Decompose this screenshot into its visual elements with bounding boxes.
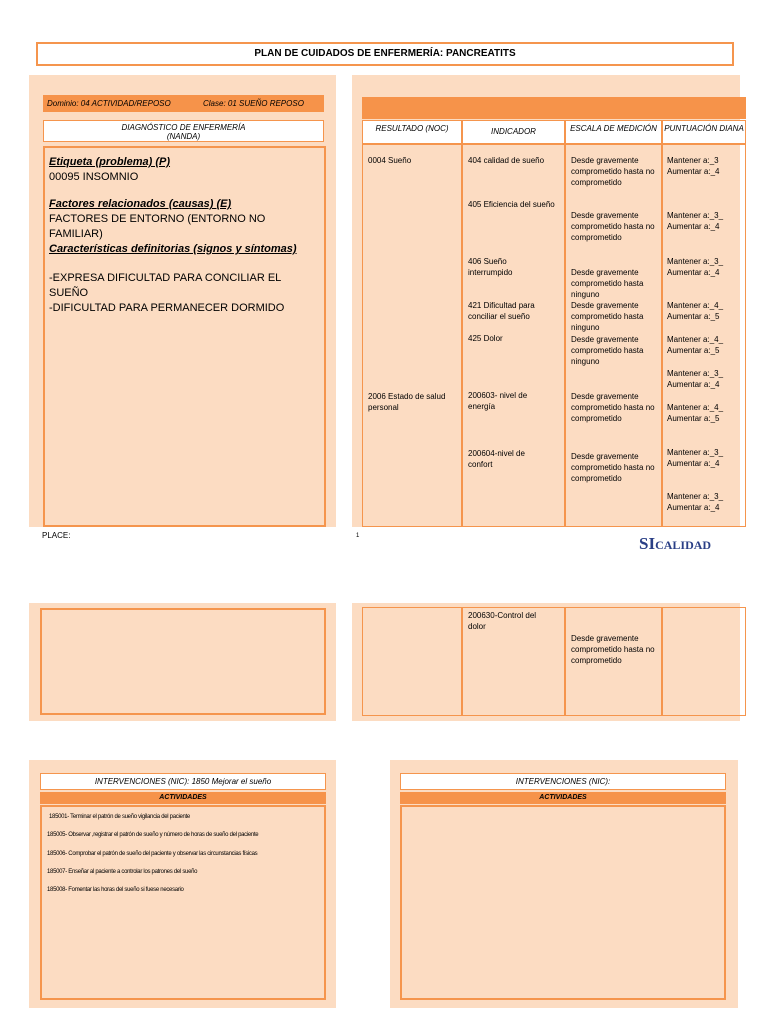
puntuacion-item	[667, 300, 723, 322]
caracteristicas-label: Características definitorias (signos y síntomas)	[49, 243, 297, 255]
nic-activity: 185005- Observar ,registrar el patrón de sueño y número de horas de sueño del paciente	[47, 832, 259, 838]
puntuacion-item	[667, 491, 723, 513]
nic-right-actividades: ACTIVIDADES	[400, 792, 726, 804]
mantener: Mantener a:_4_	[667, 301, 724, 310]
nic-activity: 185007- Enseñar al paciente a controlar los patrones del sueño	[47, 869, 198, 875]
puntuacion-item	[667, 447, 723, 469]
puntuacion-item	[667, 155, 719, 177]
aumentar: Aumentar a:_4	[667, 268, 720, 277]
mantener: Mantener a:_3_	[667, 448, 724, 457]
nic-left-header: INTERVENCIONES (NIC): 1850 Mejorar el sueño	[40, 773, 326, 790]
logo-calidad: CALIDAD	[655, 538, 712, 552]
puntuacion-item	[667, 368, 723, 390]
dominio-label: Dominio: 04 ACTIVIDAD/REPOSO	[47, 99, 171, 108]
mantener: Mantener a:_4_	[667, 335, 724, 344]
sicalidad-logo	[639, 534, 711, 554]
diagnosis-header-line2: (NANDA)	[166, 132, 201, 141]
factores-label: Factores relacionados (causas) (E)	[49, 198, 232, 210]
aumentar: Aumentar a:_4	[667, 222, 720, 231]
resultado-item: 2006 Estado de salud personal	[368, 392, 446, 412]
nic-activity: 185008- Fomentar las horas del sueño si fuese necesario	[47, 887, 184, 893]
col-header-puntuacion: PUNTUACIÓN DIANA	[662, 120, 746, 144]
aumentar: Aumentar a:_4	[667, 380, 720, 389]
page-number: 1	[356, 533, 360, 539]
puntuacion-item	[667, 334, 723, 356]
col-header-resultado: RESULTADO (NOC)	[362, 120, 462, 144]
indicador-item: 200603- nivel de energía	[468, 391, 528, 411]
mantener: Mantener a:_4_	[667, 403, 724, 412]
indicador-item: 404 calidad de sueño	[468, 156, 545, 165]
cont-col-resultado	[362, 607, 462, 716]
indicador-item: 200604-nivel de confort	[468, 449, 525, 469]
mantener: Mantener a:_3_	[667, 492, 724, 501]
escala-item: Desde gravemente comprometido hasta no comprometido	[571, 392, 655, 423]
aumentar: Aumentar a:_4	[667, 167, 720, 176]
escala-item: Desde gravemente comprometido hasta ninguno	[571, 301, 644, 332]
escala-item: Desde gravemente comprometido hasta ninguno	[571, 268, 644, 299]
diagnosis-box	[43, 146, 326, 527]
col-resultado	[362, 144, 462, 527]
cont-col-puntuacion	[662, 607, 746, 716]
escala-item: Desde gravemente comprometido hasta no comprometido	[571, 156, 655, 187]
nic-right-header: INTERVENCIONES (NIC):	[400, 773, 726, 790]
indicador-item: 406 Sueño interrumpido	[468, 257, 513, 277]
nic-right-box	[400, 805, 726, 1000]
aumentar: Aumentar a:_4	[667, 503, 720, 512]
col-header-indicador: INDICADOR	[462, 120, 565, 144]
continuation-left-box	[40, 608, 326, 715]
aumentar: Aumentar a:_5	[667, 414, 720, 423]
escala-item: Desde gravemente comprometido hasta no comprometido	[571, 211, 655, 242]
mantener: Mantener a:_3_	[667, 257, 724, 266]
puntuacion-item	[667, 402, 723, 424]
col-header-escala: ESCALA DE MEDICIÓN	[565, 120, 662, 144]
sign-item: -EXPRESA DIFICULTAD PARA CONCILIAR EL SUEÑO	[49, 272, 281, 299]
nic-activity: 185006- Comprobar el patrón de sueño del paciente y observar las circunstancias físicas	[47, 851, 258, 857]
indicador-item: 405 Eficiencia del sueño	[468, 200, 555, 209]
mantener: Mantener a:_3_	[667, 369, 724, 378]
diagnosis-header	[43, 120, 324, 142]
factores-value: FACTORES DE ENTORNO (ENTORNO NO FAMILIAR)	[49, 213, 266, 240]
aumentar: Aumentar a:_5	[667, 346, 720, 355]
escala-item: Desde gravemente comprometido hasta ninguno	[571, 335, 644, 366]
nic-left-actividades: ACTIVIDADES	[40, 792, 326, 804]
escala-item: Desde gravemente comprometido hasta no comprometido	[571, 634, 655, 665]
etiqueta-value: 00095 INSOMNIO	[49, 171, 139, 183]
page-title: PLAN DE CUIDADOS DE ENFERMERÍA: PANCREATITS	[36, 42, 734, 66]
logo-si: SI	[639, 534, 656, 553]
diagnosis-header-line1: DIAGNÓSTICO DE ENFERMERÍA	[121, 123, 246, 132]
indicador-item: 421 Dificultad para conciliar el sueño	[468, 301, 535, 321]
clase-label: Clase: 01 SUEÑO REPOSO	[203, 99, 304, 108]
escala-item: Desde gravemente comprometido hasta no comprometido	[571, 452, 655, 483]
mantener: Mantener a:_3	[667, 156, 719, 165]
indicador-item: 200630-Control del dolor	[468, 611, 537, 631]
nic-activity: 185001- Terminar el patrón de sueño vigilancia del paciente	[49, 814, 190, 820]
mantener: Mantener a:_3_	[667, 211, 724, 220]
sign-item: -DIFICULTAD PARA PERMANECER DORMIDO	[49, 302, 285, 314]
aumentar: Aumentar a:_4	[667, 459, 720, 468]
indicador-item: 425 Dolor	[468, 334, 503, 343]
domain-header	[43, 95, 324, 112]
aumentar: Aumentar a:_5	[667, 312, 720, 321]
etiqueta-label: Etiqueta (problema) (P)	[49, 156, 171, 168]
resultado-item: 0004 Sueño	[368, 156, 412, 165]
puntuacion-item	[667, 256, 723, 278]
puntuacion-item	[667, 210, 723, 232]
place-label: PLACE:	[42, 531, 71, 540]
table-top-bar	[362, 97, 746, 119]
